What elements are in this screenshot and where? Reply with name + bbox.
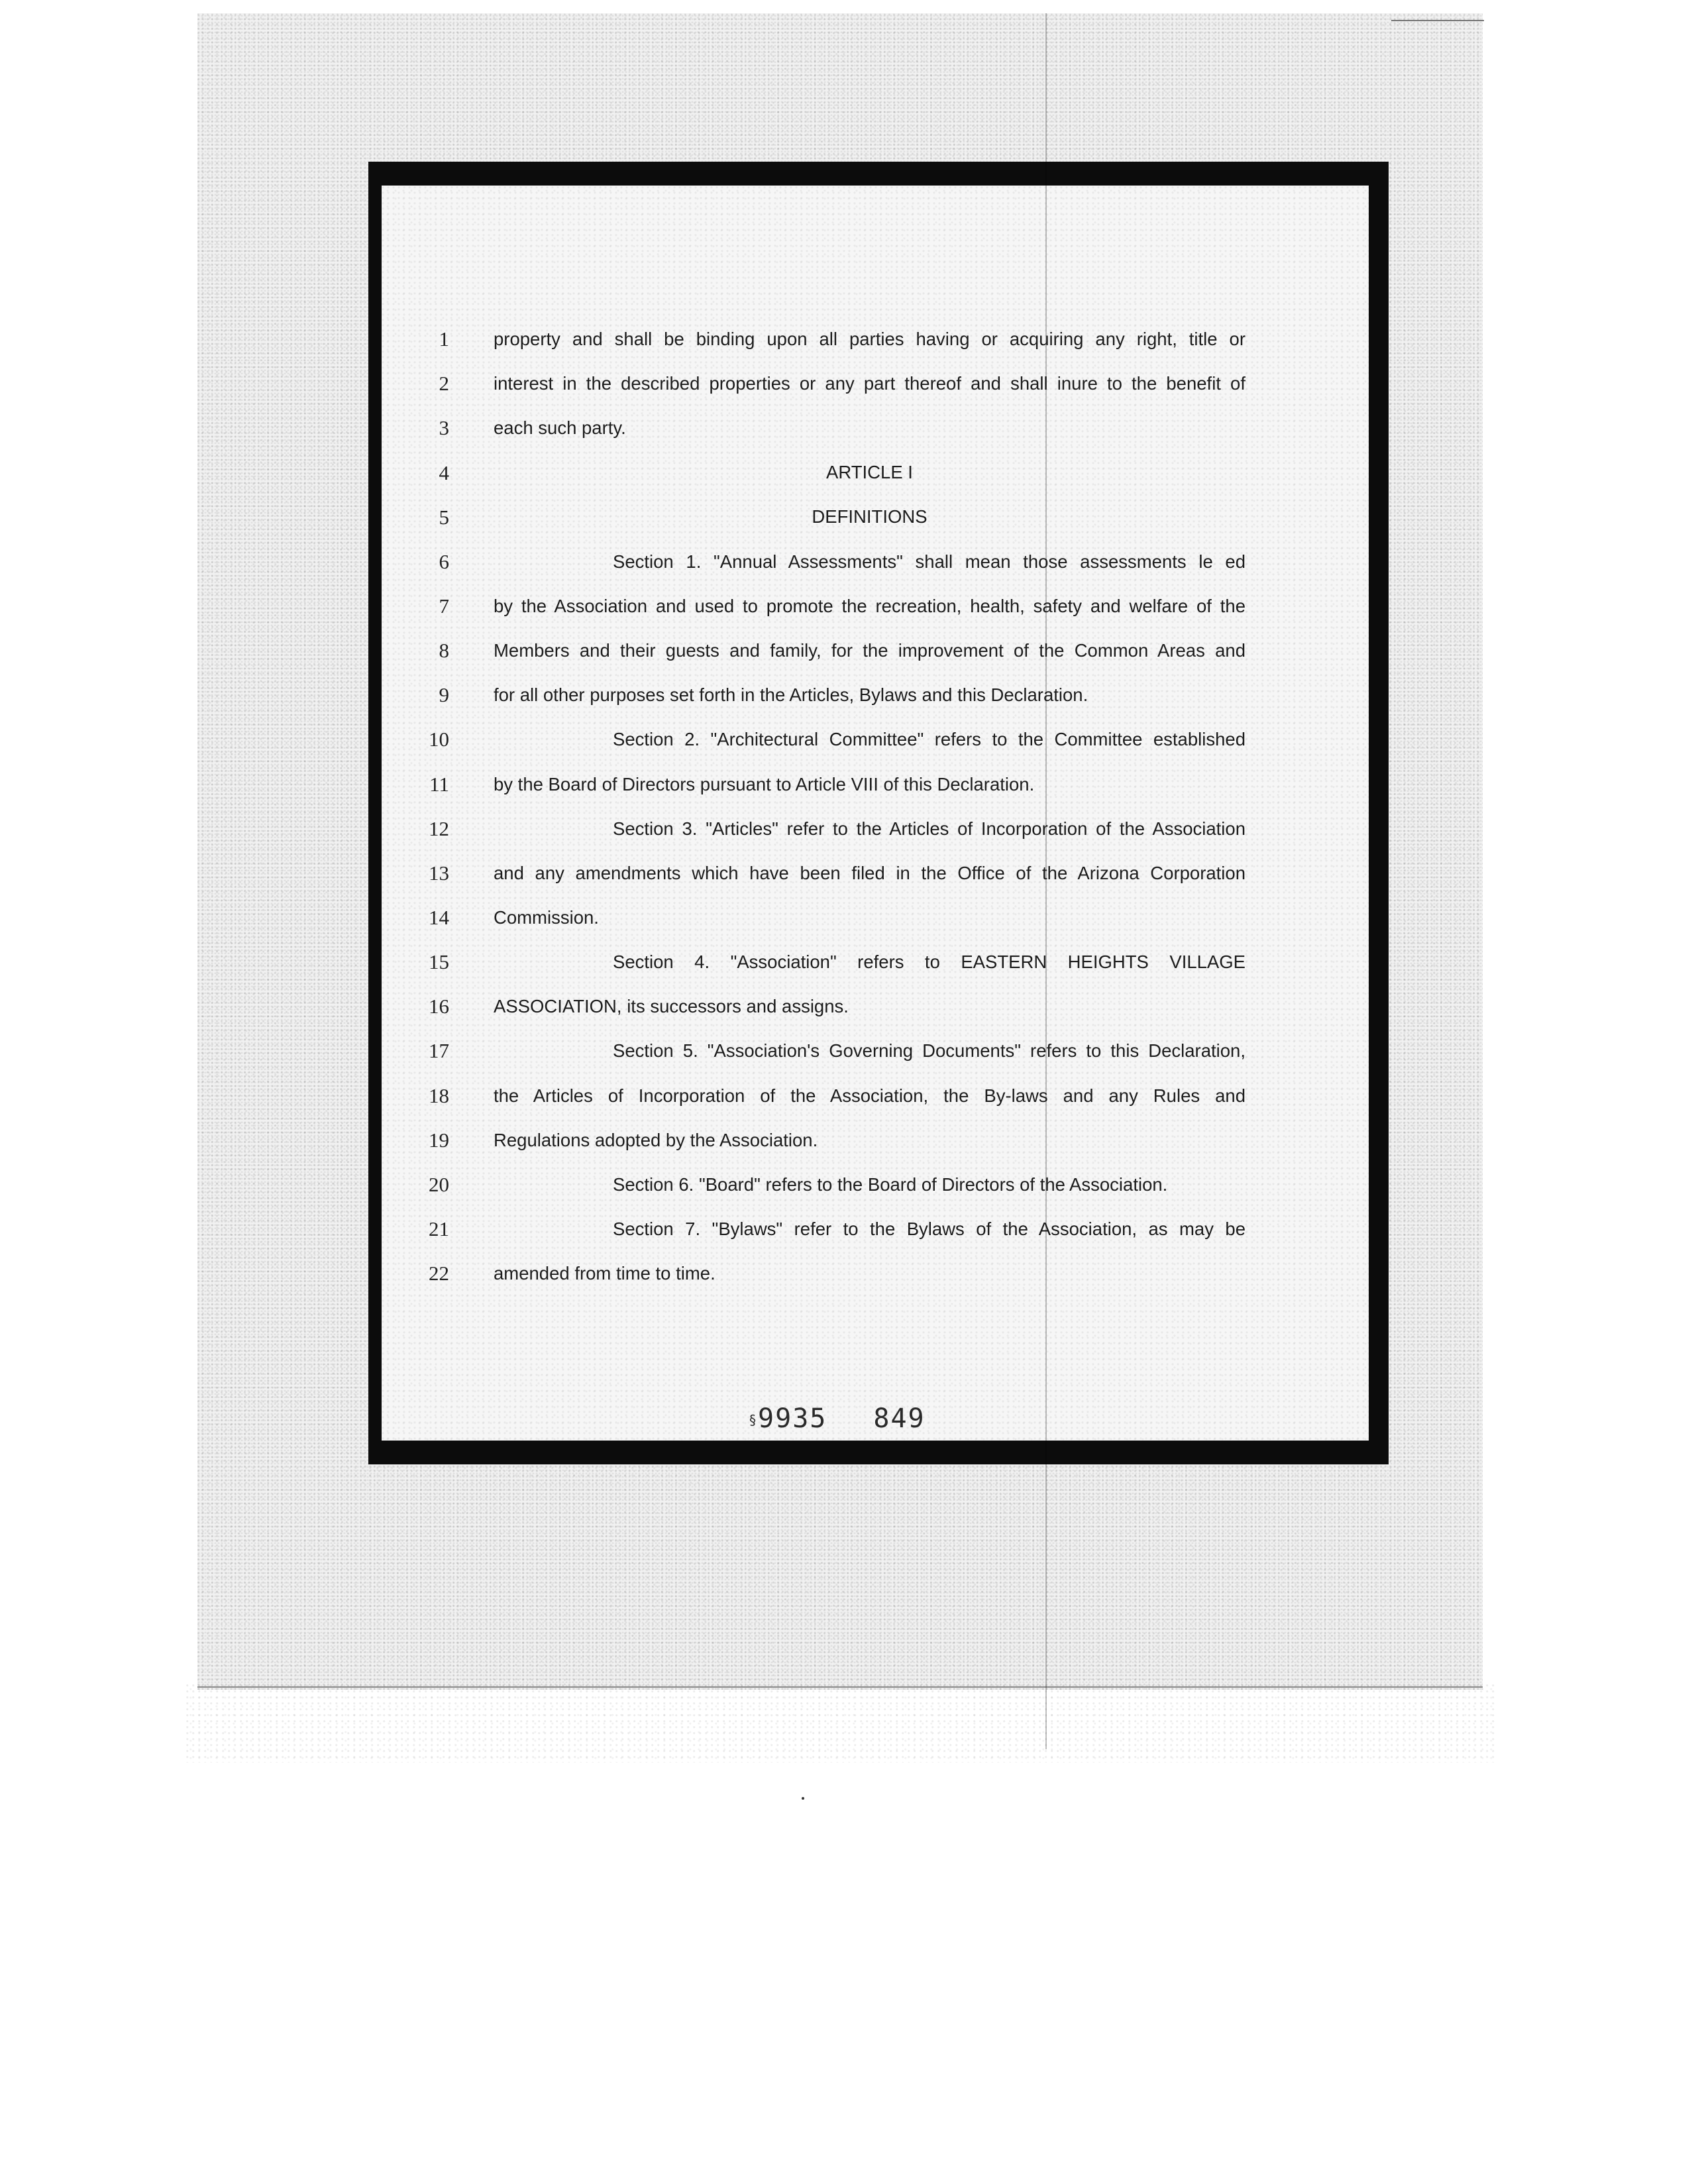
body-line: for all other purposes set forth in the Articles, Bylaws and this Declaration. <box>494 684 1088 705</box>
body-line: Section 6. "Board" refers to the Board of Directors of the Association. <box>613 1174 1168 1195</box>
line-number: 12 <box>429 817 449 840</box>
line-number: 14 <box>429 906 449 929</box>
body-line: Members and their guests and family, for the improvement of the Common Areas and <box>494 640 1246 661</box>
body-line: interest in the described properties or any part thereof and shall inure to the benefit of <box>494 373 1246 394</box>
line-number: 8 <box>439 639 449 662</box>
body-line: each such party. <box>494 417 626 438</box>
page-number: 849 <box>873 1403 926 1434</box>
scan-speck <box>802 1797 804 1800</box>
line-number: 19 <box>429 1128 449 1152</box>
body-line: property and shall be binding upon all parties having or acquiring any right, title or <box>494 329 1246 349</box>
body-line: Section 3. "Articles" refer to the Articles of Incorporation of the Association <box>613 818 1246 839</box>
body-line: by the Board of Directors pursuant to Article VIII of this Declaration. <box>494 774 1035 794</box>
line-number: 18 <box>429 1084 449 1107</box>
scanner-edge-noise <box>186 1683 1497 1763</box>
scanner-top-mark <box>1391 20 1484 21</box>
body-line: Section 5. "Association's Governing Documents" refers to this Declaration, <box>613 1040 1246 1061</box>
recording-stamp <box>749 1403 926 1434</box>
body-line: Regulations adopted by the Association. <box>494 1130 818 1150</box>
line-number: 17 <box>429 1039 449 1062</box>
line-number: 22 <box>429 1262 449 1285</box>
definitions-heading: DEFINITIONS <box>812 506 928 527</box>
article-heading: ARTICLE I <box>826 462 913 482</box>
line-number: 2 <box>439 372 449 395</box>
line-number: 9 <box>439 683 449 706</box>
line-number: 21 <box>429 1217 449 1240</box>
body-line: Section 1. "Annual Assessments" shall mean those assessments le ed <box>613 551 1246 572</box>
line-number: 10 <box>429 728 449 751</box>
line-number: 1 <box>439 327 449 351</box>
body-line: amended from time to time. <box>494 1263 716 1283</box>
line-number: 6 <box>439 550 449 573</box>
line-number: 5 <box>439 506 449 529</box>
body-line: and any amendments which have been filed in the Office of the Arizona Corporation <box>494 863 1246 883</box>
body-line: by the Association and used to promote the recreation, health, safety and welfare of the <box>494 596 1246 616</box>
book-prefix: § <box>749 1412 759 1428</box>
body-line: ASSOCIATION, its successors and assigns. <box>494 996 849 1016</box>
body-line: Commission. <box>494 907 599 928</box>
line-number: 16 <box>429 995 449 1018</box>
body-line: Section 4. "Association" refers to EASTERN HEIGHTS VILLAGE <box>613 952 1246 972</box>
line-number: 11 <box>429 773 449 796</box>
body-line: the Articles of Incorporation of the Association, the By-laws and any Rules and <box>494 1085 1246 1106</box>
line-number: 20 <box>429 1173 449 1196</box>
line-number: 15 <box>429 950 449 973</box>
line-number: 13 <box>429 861 449 885</box>
book-number: 9935 <box>758 1403 827 1434</box>
body-line: Section 7. "Bylaws" refer to the Bylaws of the Association, as may be <box>613 1219 1246 1239</box>
line-number: 4 <box>439 461 449 484</box>
line-number: 7 <box>439 594 449 618</box>
scanner-edge-line <box>197 1686 1483 1688</box>
line-number: 3 <box>439 416 449 439</box>
body-line: Section 2. "Architectural Committee" refers to the Committee established <box>613 729 1246 749</box>
